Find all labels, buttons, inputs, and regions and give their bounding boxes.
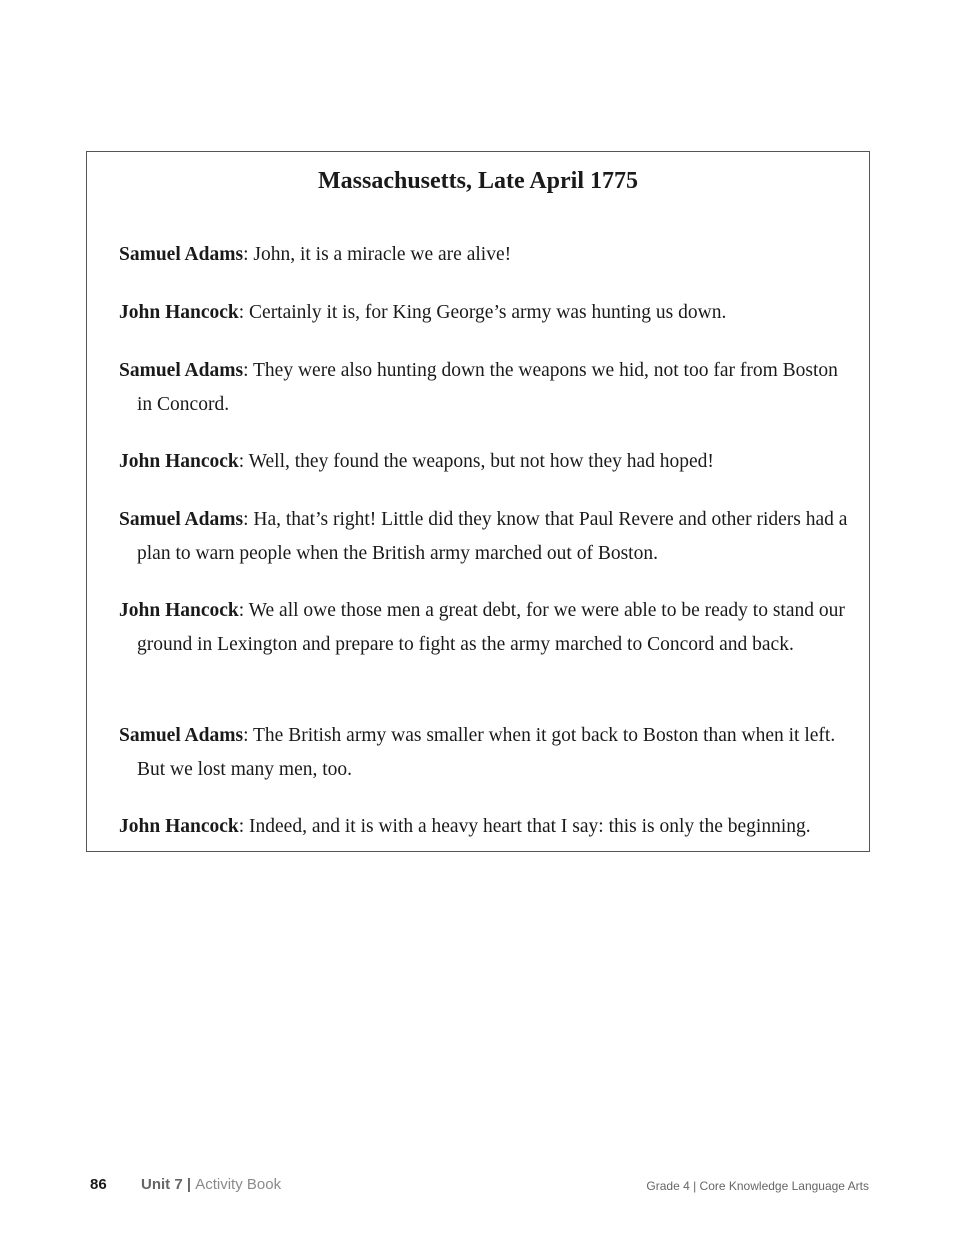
dialogue-text: : Certainly it is, for King George’s army was hunting us down. <box>238 302 727 323</box>
page-number: 86 <box>90 1176 107 1193</box>
dialogue-text: : The British army was smaller when it got back to Boston than when it left. But we lost many men, too. <box>137 725 836 780</box>
dialogue-box <box>86 151 870 852</box>
dialogue-line-1 <box>119 238 857 272</box>
page-title: Massachusetts, Late April 1775 <box>318 168 638 194</box>
dialogue-line-3 <box>119 354 857 422</box>
dialogue-line-7 <box>119 719 857 787</box>
footer-unit-label <box>141 1176 281 1196</box>
dialogue-text: : They were also hunting down the weapons we hid, not too far from Boston in Concord. <box>137 360 838 415</box>
speaker-name: Samuel Adams <box>119 244 244 265</box>
dialogue-line-6 <box>119 594 857 662</box>
dialogue-line-8 <box>119 810 857 844</box>
dialogue-text: : Ha, that’s right! Little did they know that Paul Revere and other riders had a plan to warn people when the British army marched out of Boston. <box>137 509 848 564</box>
dialogue-text: : John, it is a miracle we are alive! <box>243 244 512 265</box>
speaker-name: John Hancock <box>119 451 239 472</box>
speaker-name: Samuel Adams <box>119 725 244 746</box>
dialogue-text: : We all owe those men a great debt, for we were able to be ready to stand our ground in Lexington and prepare to fight as the army marched to Concord and back. <box>137 600 845 655</box>
speaker-name: John Hancock <box>119 816 239 837</box>
footer-grade-label: Grade 4 | Core Knowledge Language Arts <box>646 1179 869 1193</box>
speaker-name: Samuel Adams <box>119 360 244 381</box>
dialogue-line-2 <box>119 296 857 330</box>
footer-separator: | <box>182 1176 196 1193</box>
dialogue-text: : Indeed, and it is with a heavy heart that I say: this is only the beginning. <box>238 816 811 837</box>
dialogue-text: : Well, they found the weapons, but not how they had hoped! <box>238 451 714 472</box>
unit-name: Unit 7 <box>141 1176 183 1193</box>
book-name: Activity Book <box>195 1176 282 1193</box>
dialogue-line-5 <box>119 503 857 571</box>
speaker-name: John Hancock <box>119 302 239 323</box>
speaker-name: John Hancock <box>119 600 239 621</box>
dialogue-line-4 <box>119 445 857 479</box>
speaker-name: Samuel Adams <box>119 509 244 530</box>
